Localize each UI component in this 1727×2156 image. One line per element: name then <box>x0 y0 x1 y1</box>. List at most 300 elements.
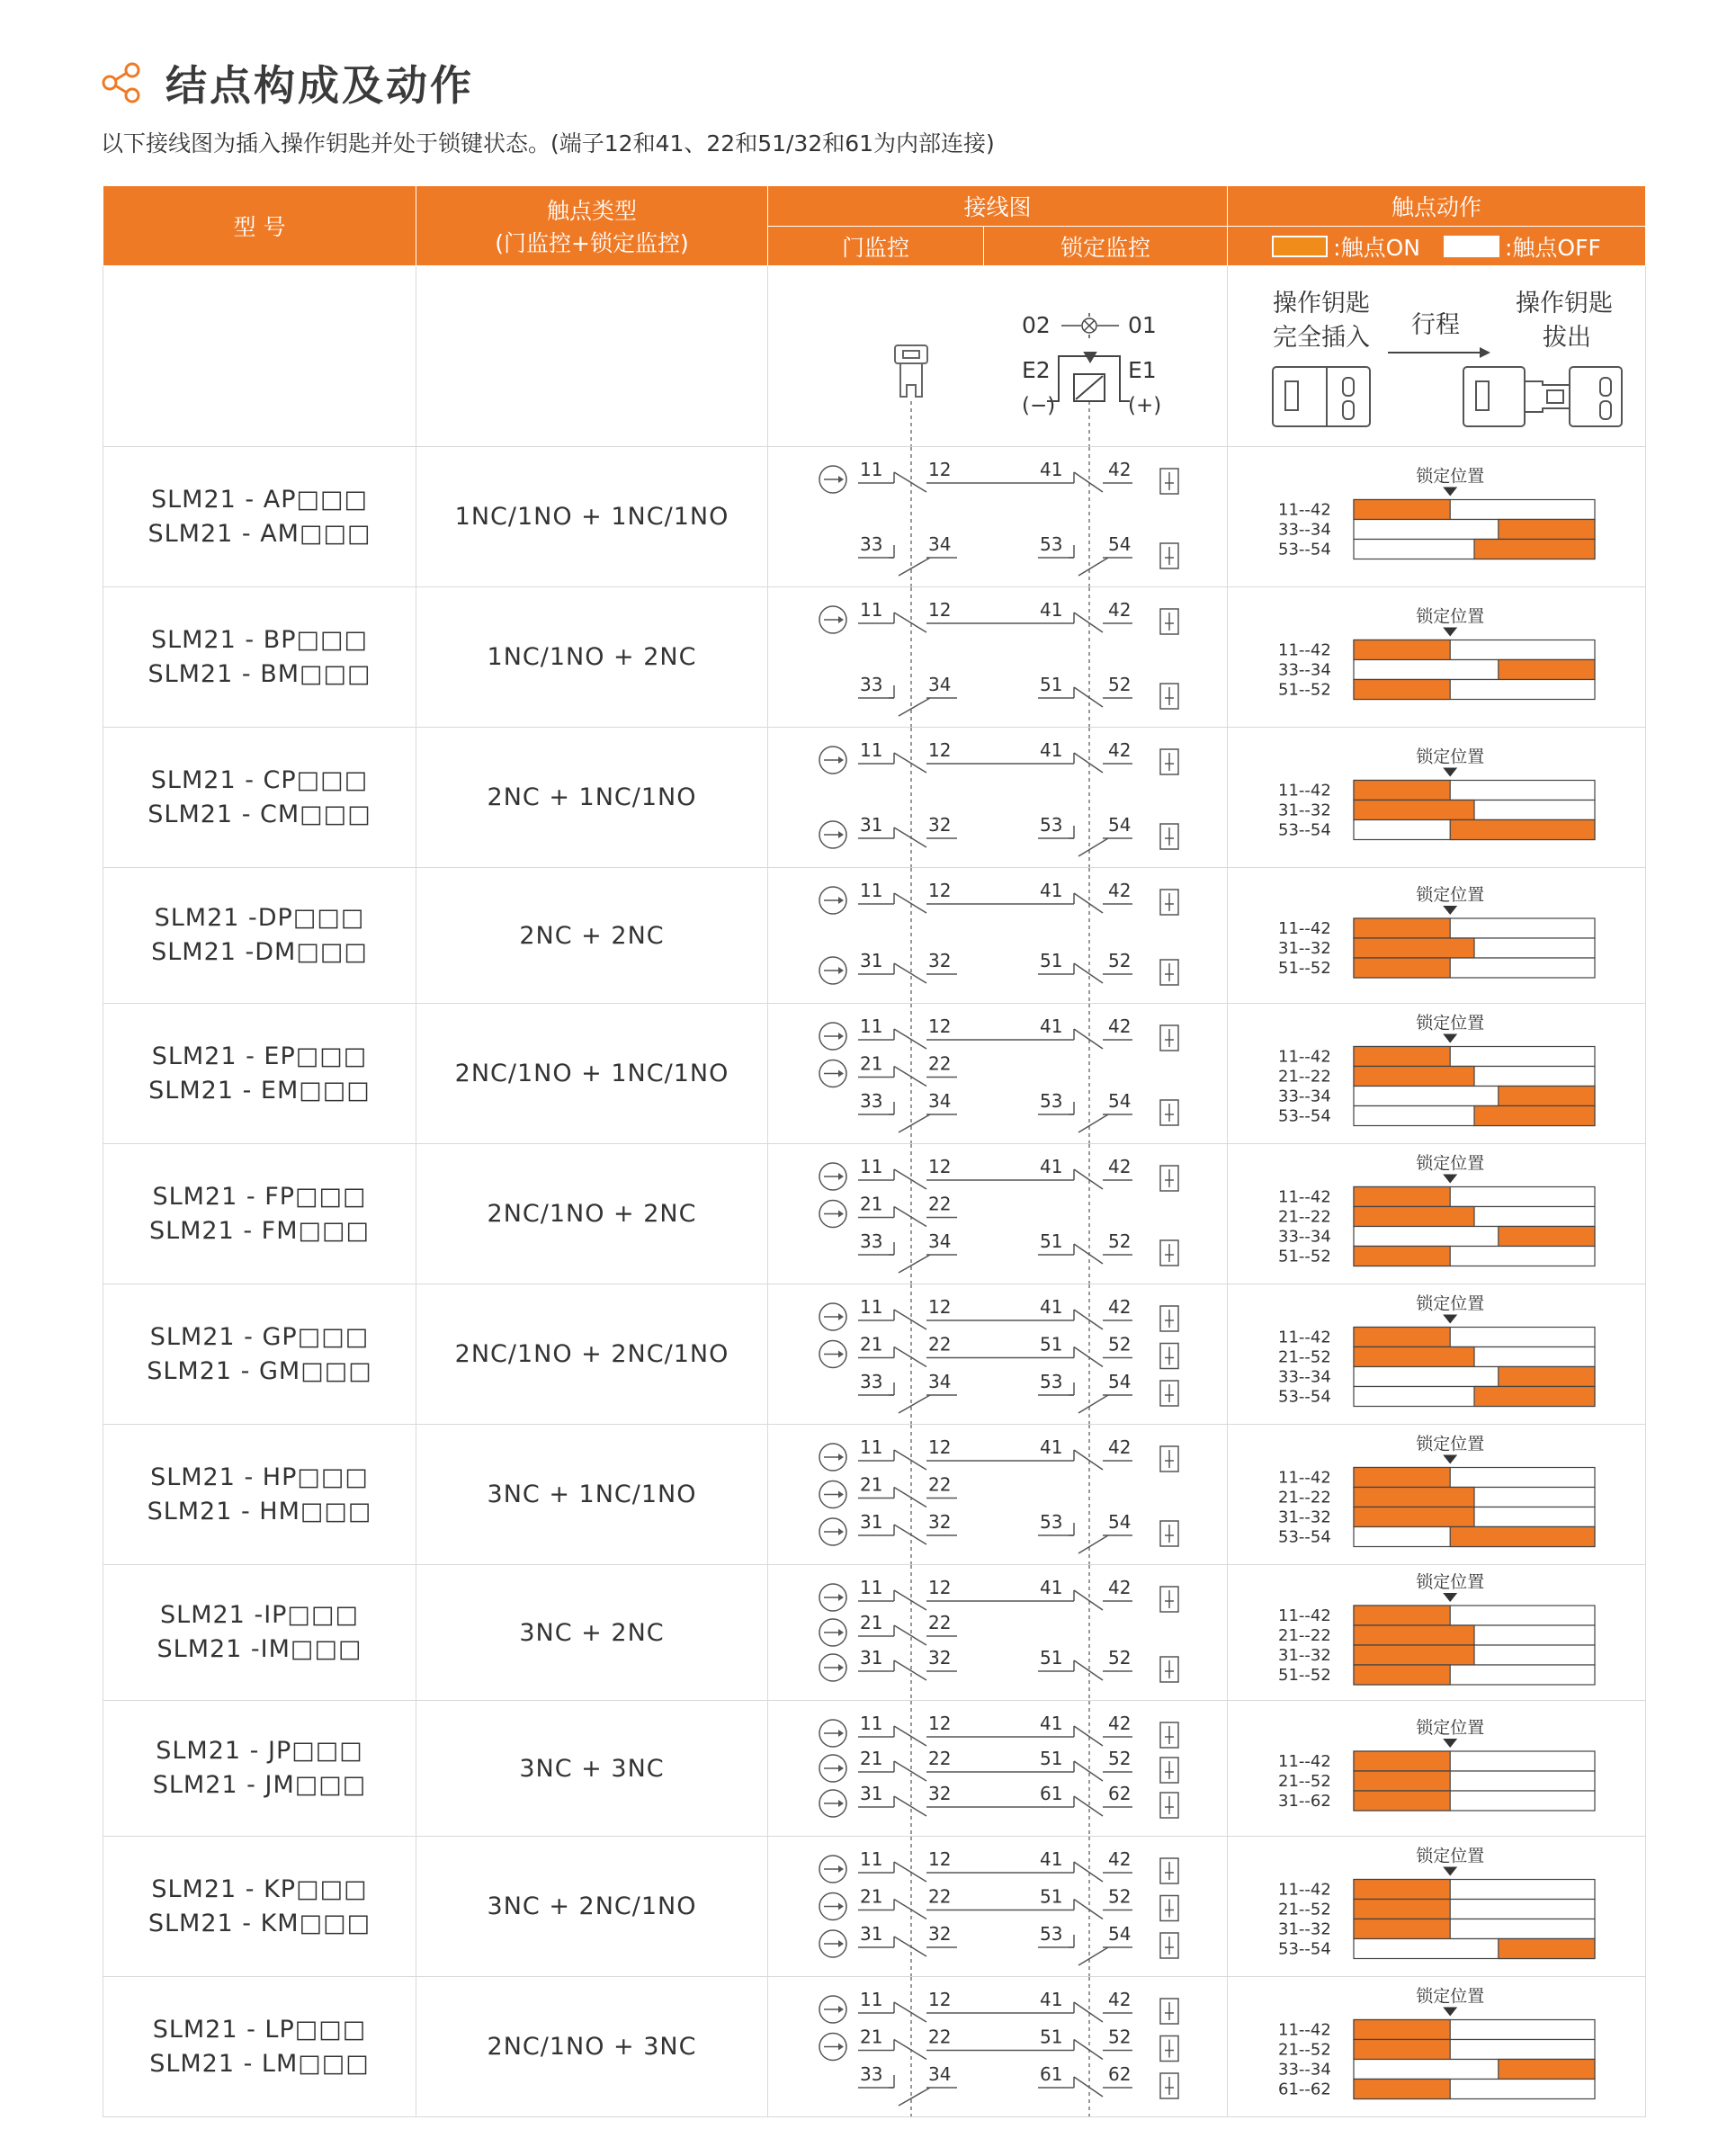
action-bar-on-segment <box>1354 2040 1450 2060</box>
action-bar-on-segment <box>1354 1900 1450 1919</box>
action-bar-on-segment <box>1354 1067 1474 1087</box>
action-cell <box>1228 447 1646 587</box>
terminal-label: 42 <box>1108 1989 1132 2010</box>
terminal-label: 11 <box>860 880 883 901</box>
model-name: SLM21 - AP□□□ <box>150 485 369 514</box>
lock-position-marker <box>1443 1455 1457 1464</box>
terminal-label: 33 <box>860 1090 883 1112</box>
table-row <box>103 728 1646 868</box>
contact-pair-label: 21--22 <box>1278 1207 1331 1227</box>
action-bar-on-segment <box>1354 1347 1474 1367</box>
lock-contact-icon <box>1160 1446 1178 1472</box>
wiring-diagram <box>768 1837 1228 1976</box>
lock-position-marker <box>1443 1034 1457 1043</box>
solenoid-icon <box>1047 353 1130 401</box>
terminal-label: 32 <box>928 950 952 971</box>
action-bar-on-segment <box>1474 1387 1595 1407</box>
direct-opening-icon <box>819 1996 846 2023</box>
terminal-label: 33 <box>860 1371 883 1392</box>
terminal-label: 21 <box>860 1748 883 1769</box>
wiring-diagram <box>768 1565 1228 1700</box>
header-model: 型 号 <box>103 186 416 266</box>
key-in-line2: 完全插入 <box>1273 324 1371 352</box>
contact-pair-label: 53--54 <box>1278 1106 1331 1126</box>
terminal-label: 42 <box>1108 459 1132 480</box>
model-name: SLM21 - KP□□□ <box>151 1874 368 1903</box>
lock-position-marker <box>1443 488 1457 497</box>
lock-position-label: 锁定位置 <box>1416 466 1485 487</box>
action-bar-on-segment <box>1354 1880 1450 1900</box>
terminal-label: 52 <box>1108 950 1132 971</box>
action-bar-on-segment <box>1499 660 1595 680</box>
terminal-label: 12 <box>928 1296 952 1318</box>
model-name: SLM21 - LM□□□ <box>149 2049 370 2078</box>
contact-type: 3NC + 3NC <box>519 1754 665 1783</box>
action-bar-on-segment <box>1354 680 1450 700</box>
lock-contact-icon <box>1160 1758 1178 1783</box>
lock-contact-icon <box>1160 1657 1178 1682</box>
terminal-label: 41 <box>1040 459 1063 480</box>
table-row <box>103 1284 1646 1425</box>
action-chart <box>1228 868 1646 1003</box>
header-contact-type-line1: 触点类型 <box>546 198 637 224</box>
model-name: SLM21 - CP□□□ <box>150 765 369 794</box>
terminal-e1: E1 <box>1128 357 1157 383</box>
terminal-label: 42 <box>1108 1015 1132 1037</box>
model-name: SLM21 -DP□□□ <box>154 904 365 932</box>
contact-type: 2NC + 2NC <box>519 921 665 950</box>
contact-pair-label: 53--54 <box>1278 1939 1331 1959</box>
stroke-label: 行程 <box>1411 311 1461 339</box>
terminal-label: 34 <box>928 1090 952 1112</box>
terminal-label: 52 <box>1108 1885 1132 1908</box>
contact-type-cell <box>416 1565 768 1701</box>
model-name: SLM21 -IM□□□ <box>157 1635 362 1663</box>
contact-type-cell <box>416 1144 768 1284</box>
terminal-label: 53 <box>1040 533 1063 555</box>
lock-position-marker <box>1443 1175 1457 1184</box>
model-name: SLM21 - KM□□□ <box>148 1909 371 1937</box>
terminal-label: 54 <box>1108 1371 1132 1392</box>
contact-pair-label: 31--32 <box>1278 939 1331 958</box>
model-name: SLM21 - HP□□□ <box>150 1463 369 1491</box>
legend-on-swatch <box>1272 236 1328 257</box>
wiring-diagram-cell <box>768 868 1228 1004</box>
action-chart <box>1228 1144 1646 1284</box>
contact-pair-label: 11--42 <box>1278 919 1331 938</box>
contact-pair-label: 33--34 <box>1278 1367 1331 1387</box>
contact-type: 3NC + 1NC/1NO <box>487 1481 697 1508</box>
model-name: SLM21 - JM□□□ <box>152 1771 367 1799</box>
action-bar-on-segment <box>1354 1645 1474 1665</box>
contact-type: 3NC + 2NC/1NO <box>487 1892 697 1920</box>
terminal-label: 31 <box>860 814 883 836</box>
contact-pair-label: 11--42 <box>1278 1752 1331 1771</box>
contact-type-cell <box>416 1425 768 1565</box>
terminal-label: 11 <box>860 1015 883 1037</box>
direct-opening-icon <box>819 1893 846 1920</box>
lock-position-label: 锁定位置 <box>1416 1718 1485 1738</box>
terminal-label: 52 <box>1108 1647 1132 1668</box>
action-chart <box>1228 728 1646 867</box>
wiring-diagram <box>768 1425 1228 1564</box>
action-cell <box>1228 1004 1646 1144</box>
terminal-label: 51 <box>1040 1230 1063 1252</box>
stroke-arrow-icon <box>1388 347 1490 358</box>
led-icon <box>1061 313 1119 338</box>
lock-contact-icon <box>1160 1306 1178 1331</box>
terminal-label: 54 <box>1108 1511 1132 1533</box>
contact-type: 2NC/1NO + 2NC <box>487 1200 697 1228</box>
direct-opening-icon <box>819 1720 846 1747</box>
lock-position-label: 锁定位置 <box>1416 1293 1485 1314</box>
wiring-diagram-cell <box>768 728 1228 868</box>
terminal-label: 11 <box>860 1436 883 1458</box>
contact-type-cell <box>416 587 768 728</box>
terminal-label: 41 <box>1040 880 1063 901</box>
contact-type: 2NC + 1NC/1NO <box>487 783 697 811</box>
direct-opening-icon <box>819 1341 846 1368</box>
contact-type-cell <box>416 1837 768 1977</box>
terminal-label: 12 <box>928 459 952 480</box>
terminal-label: 42 <box>1108 1156 1132 1177</box>
wiring-diagram <box>768 1004 1228 1143</box>
terminal-label: 21 <box>860 1612 883 1633</box>
direct-opening-icon <box>819 2034 846 2061</box>
terminal-label: 11 <box>860 739 883 761</box>
terminal-label: 41 <box>1040 1848 1063 1870</box>
model-cell <box>103 447 416 587</box>
page-subtitle: 以下接线图为插入操作钥匙并处于锁键状态。(端子12和41、22和51/32和61为内部连接) <box>101 130 995 157</box>
direct-opening-icon <box>819 1060 846 1087</box>
model-name: SLM21 - AM□□□ <box>148 519 371 548</box>
contact-pair-label: 33--34 <box>1278 660 1331 680</box>
wiring-diagram <box>768 1701 1228 1836</box>
contact-pair-label: 53--54 <box>1278 1527 1331 1547</box>
terminal-label: 41 <box>1040 1989 1063 2010</box>
lock-position-label: 锁定位置 <box>1416 1846 1485 1866</box>
action-bar-on-segment <box>1499 1939 1595 1959</box>
action-chart <box>1228 1565 1646 1700</box>
wiring-legend-diagram <box>768 266 1228 446</box>
legend-off-label: :触点OFF <box>1504 234 1601 261</box>
direct-opening-icon <box>819 1163 846 1190</box>
action-cell <box>1228 1144 1646 1284</box>
table-row <box>103 447 1646 587</box>
terminal-label: 12 <box>928 1015 952 1037</box>
direct-opening-icon <box>819 606 846 633</box>
terminal-label: 53 <box>1040 814 1063 836</box>
terminal-label: 42 <box>1108 880 1132 901</box>
share-icon <box>99 60 144 105</box>
terminal-label: 11 <box>860 1577 883 1598</box>
header-contact-type-line2: (门监控+锁定监控) <box>495 230 689 256</box>
terminal-label: 12 <box>928 1156 952 1177</box>
lock-contact-icon <box>1160 1381 1178 1406</box>
terminal-label: 41 <box>1040 1577 1063 1598</box>
action-bar-on-segment <box>1499 1087 1595 1106</box>
terminal-label: 32 <box>928 1783 952 1804</box>
terminal-label: 11 <box>860 459 883 480</box>
terminal-label: 54 <box>1108 1923 1132 1945</box>
action-bar-on-segment <box>1354 1625 1474 1645</box>
terminal-label: 62 <box>1108 2063 1132 2085</box>
contact-pair-label: 33--34 <box>1278 520 1331 540</box>
action-bar-on-segment <box>1354 2020 1450 2040</box>
action-bar-on-segment <box>1354 801 1474 820</box>
contact-pair-label: 21--52 <box>1278 1900 1331 1919</box>
contact-pair-label: 51--52 <box>1278 680 1331 700</box>
lock-contact-icon <box>1160 1240 1178 1266</box>
contact-type-cell <box>416 1977 768 2117</box>
model-cell <box>103 728 416 868</box>
lock-position-marker <box>1443 628 1457 637</box>
model-name: SLM21 - EM□□□ <box>148 1076 371 1105</box>
action-bar-on-segment <box>1354 1606 1450 1625</box>
terminal-label: 34 <box>928 1230 952 1252</box>
lock-position-marker <box>1443 1593 1457 1602</box>
contact-pair-label: 21--22 <box>1278 1067 1331 1087</box>
action-bar-on-segment <box>1474 1106 1595 1126</box>
terminal-label: 11 <box>860 1989 883 2010</box>
contact-type: 1NC/1NO + 2NC <box>487 643 697 671</box>
lock-position-label: 锁定位置 <box>1416 606 1485 627</box>
terminal-label: 34 <box>928 674 952 695</box>
contact-pair-label: 21--22 <box>1278 1626 1331 1645</box>
lock-position-label: 锁定位置 <box>1416 1986 1485 2007</box>
action-cell <box>1228 1284 1646 1425</box>
action-chart <box>1228 1837 1646 1976</box>
action-bar-on-segment <box>1354 938 1474 958</box>
direct-opening-icon <box>819 1481 846 1508</box>
action-bar-on-segment <box>1354 958 1450 978</box>
contact-pair-label: 33--34 <box>1278 1087 1331 1106</box>
lock-contact-icon <box>1160 469 1178 494</box>
contact-pair-label: 61--62 <box>1278 2080 1331 2099</box>
legend-on-label: :触点ON <box>1333 234 1420 261</box>
contact-pair-label: 11--42 <box>1278 781 1331 801</box>
action-bar-on-segment <box>1450 820 1595 840</box>
action-bar-on-segment <box>1354 1247 1450 1266</box>
table-header <box>103 186 1646 266</box>
wiring-diagram <box>768 1977 1228 2116</box>
direct-opening-icon <box>819 1584 846 1611</box>
terminal-label: 52 <box>1108 674 1132 695</box>
lock-contact-icon <box>1160 1933 1178 1958</box>
lock-position-label: 锁定位置 <box>1416 1434 1485 1454</box>
action-cell <box>1228 587 1646 728</box>
action-legend-diagram <box>1228 266 1646 446</box>
action-cell <box>1228 1977 1646 2117</box>
action-chart <box>1228 1004 1646 1143</box>
model-name: SLM21 - GP□□□ <box>149 1322 370 1351</box>
action-chart <box>1228 1701 1646 1836</box>
contact-pair-label: 53--54 <box>1278 540 1331 559</box>
terminal-label: 31 <box>860 1511 883 1533</box>
action-bar-on-segment <box>1354 1791 1450 1811</box>
contact-pair-label: 11--42 <box>1278 500 1331 520</box>
terminal-label: 32 <box>928 1923 952 1945</box>
model-cell <box>103 1837 416 1977</box>
terminal-label: 22 <box>928 1333 952 1355</box>
lock-contact-icon <box>1160 1344 1178 1369</box>
terminal-label: 33 <box>860 533 883 555</box>
direct-opening-icon <box>819 466 846 493</box>
table-row <box>103 868 1646 1004</box>
contact-pair-label: 51--52 <box>1278 1666 1331 1685</box>
contact-pair-label: 21--22 <box>1278 1488 1331 1507</box>
page-title: 结点构成及动作 <box>166 61 474 110</box>
terminal-label: 41 <box>1040 1713 1063 1734</box>
terminal-label: 12 <box>928 1989 952 2010</box>
model-cell <box>103 587 416 728</box>
terminal-label: 11 <box>860 599 883 621</box>
terminal-label: 51 <box>1040 2026 1063 2048</box>
terminal-label: 34 <box>928 2063 952 2085</box>
lock-contact-icon <box>1160 960 1178 985</box>
terminal-label: 53 <box>1040 1511 1063 1533</box>
terminal-label: 54 <box>1108 814 1132 836</box>
model-name: SLM21 - BM□□□ <box>148 659 371 688</box>
action-bar-on-segment <box>1354 1771 1450 1791</box>
model-name: SLM21 -DM□□□ <box>151 938 368 966</box>
table-row <box>103 1004 1646 1144</box>
direct-opening-icon <box>819 1755 846 1782</box>
header-wiring: 接线图 <box>768 186 1228 227</box>
terminal-minus: (−) <box>1022 394 1056 417</box>
lock-contact-icon <box>1160 609 1178 634</box>
action-bar-on-segment <box>1354 1047 1450 1067</box>
terminal-label: 52 <box>1108 1748 1132 1769</box>
action-bar-on-segment <box>1354 640 1450 660</box>
action-bar-on-segment <box>1354 1187 1450 1207</box>
terminal-label: 21 <box>860 1885 883 1908</box>
direct-opening-icon <box>819 957 846 984</box>
terminal-label: 51 <box>1040 674 1063 695</box>
action-bar-on-segment <box>1499 1227 1595 1247</box>
wiring-diagram <box>768 447 1228 586</box>
action-legend-cell <box>1228 266 1646 447</box>
terminal-label: 32 <box>928 1647 952 1668</box>
terminal-02: 02 <box>1022 312 1051 338</box>
contact-type-cell <box>416 1284 768 1425</box>
contact-type: 2NC/1NO + 2NC/1NO <box>454 1340 729 1368</box>
contact-type-cell <box>416 728 768 868</box>
wiring-diagram <box>768 1284 1228 1424</box>
table-row <box>103 1977 1646 2117</box>
contact-pair-label: 11--42 <box>1278 640 1331 660</box>
lock-position-marker <box>1443 906 1457 915</box>
terminal-label: 52 <box>1108 1333 1132 1355</box>
section-header <box>99 50 474 115</box>
legend-off-swatch <box>1444 236 1499 257</box>
lock-position-label: 锁定位置 <box>1416 885 1485 905</box>
wiring-diagram-cell <box>768 1977 1228 2117</box>
model-name: SLM21 -IP□□□ <box>160 1601 359 1629</box>
wiring-diagram <box>768 587 1228 727</box>
lock-contact-icon <box>1160 2073 1178 2098</box>
contact-pair-label: 11--42 <box>1278 1047 1331 1067</box>
model-cell <box>103 1425 416 1565</box>
legend <box>1228 227 1646 266</box>
terminal-label: 12 <box>928 739 952 761</box>
lock-position-marker <box>1443 1867 1457 1876</box>
terminal-label: 61 <box>1040 1783 1063 1804</box>
wiring-diagram <box>768 868 1228 1003</box>
terminal-label: 42 <box>1108 599 1132 621</box>
contact-pair-label: 31--32 <box>1278 1646 1331 1665</box>
wiring-diagram-cell <box>768 1837 1228 1977</box>
terminal-plus: (+) <box>1128 394 1162 417</box>
action-bar-on-segment <box>1354 1919 1450 1939</box>
contact-pair-label: 11--42 <box>1278 1880 1331 1900</box>
action-bar-on-segment <box>1354 1665 1450 1685</box>
terminal-label: 51 <box>1040 1748 1063 1769</box>
terminal-label: 11 <box>860 1296 883 1318</box>
contact-pair-label: 31--32 <box>1278 1507 1331 1527</box>
action-bar-on-segment <box>1499 1367 1595 1387</box>
direct-opening-icon <box>819 1023 846 1050</box>
terminal-label: 11 <box>860 1713 883 1734</box>
terminal-label: 53 <box>1040 1371 1063 1392</box>
action-chart <box>1228 1977 1646 2116</box>
model-name: SLM21 - FM□□□ <box>148 1216 371 1245</box>
contact-pair-label: 11--42 <box>1278 1187 1331 1207</box>
action-bar-on-segment <box>1450 1527 1595 1547</box>
lock-contact-icon <box>1160 1166 1178 1191</box>
terminal-label: 34 <box>928 1371 952 1392</box>
terminal-label: 22 <box>928 1193 952 1215</box>
lock-contact-icon <box>1160 1858 1178 1883</box>
contact-pair-label: 21--52 <box>1278 2040 1331 2060</box>
terminal-01: 01 <box>1128 312 1157 338</box>
wiring-legend-cell <box>768 266 1228 447</box>
contact-type-cell <box>416 1701 768 1837</box>
contact-table <box>103 185 1646 2117</box>
terminal-label: 54 <box>1108 1090 1132 1112</box>
terminal-label: 41 <box>1040 1156 1063 1177</box>
contact-type-cell <box>416 1004 768 1144</box>
action-bar-on-segment <box>1354 781 1450 801</box>
action-bar-on-segment <box>1354 2080 1450 2099</box>
action-bar-on-segment <box>1354 918 1450 938</box>
contact-type: 2NC/1NO + 1NC/1NO <box>454 1060 729 1087</box>
key-icon <box>895 345 927 397</box>
action-bar-on-segment <box>1499 2060 1595 2080</box>
terminal-label: 12 <box>928 880 952 901</box>
lock-contact-icon <box>1160 684 1178 709</box>
action-cell <box>1228 1565 1646 1701</box>
model-cell <box>103 1284 416 1425</box>
terminal-label: 52 <box>1108 1230 1132 1252</box>
terminal-label: 11 <box>860 1156 883 1177</box>
contact-pair-label: 51--52 <box>1278 959 1331 978</box>
lock-contact-icon <box>1160 1896 1178 1921</box>
terminal-label: 22 <box>928 2026 952 2048</box>
wiring-diagram-cell <box>768 587 1228 728</box>
direct-opening-icon <box>819 1619 846 1646</box>
contact-pair-label: 33--34 <box>1278 2060 1331 2080</box>
terminal-label: 42 <box>1108 1577 1132 1598</box>
terminal-label: 34 <box>928 533 952 555</box>
lock-contact-icon <box>1160 543 1178 568</box>
action-cell <box>1228 868 1646 1004</box>
lock-contact-icon <box>1160 1722 1178 1748</box>
lock-contact-icon <box>1160 890 1178 915</box>
terminal-label: 41 <box>1040 739 1063 761</box>
action-bar-on-segment <box>1354 1751 1450 1771</box>
direct-opening-icon <box>819 747 846 774</box>
